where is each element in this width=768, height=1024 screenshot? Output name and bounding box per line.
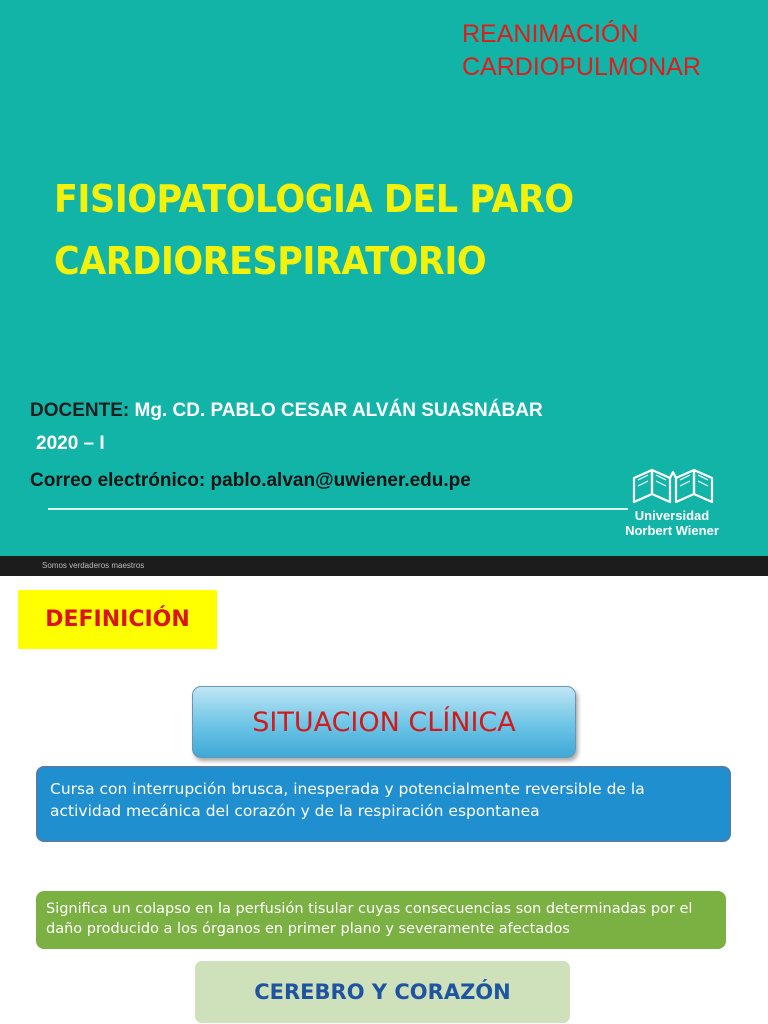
university-logo bbox=[612, 466, 732, 548]
meaning-description-box: Significa un colapso en la perfusión tisular cuyas consecuencias son determinadas por el daño producido a los órganos en primer plano y severamente afectados bbox=[36, 891, 726, 949]
slide-title bbox=[54, 168, 698, 292]
university-name-line2: Norbert Wiener bbox=[625, 523, 719, 538]
university-name-line1: Universidad bbox=[634, 508, 710, 523]
divider bbox=[48, 508, 628, 510]
footer-slogan: Somos verdaderos maestros bbox=[42, 561, 145, 570]
definition-slide bbox=[0, 576, 768, 1024]
instructor-name: Mg. CD. PABLO CESAR ALVÁN SUASNÁBAR bbox=[129, 400, 543, 421]
affected-organs-box: CEREBRO Y CORAZÓN bbox=[195, 961, 570, 1023]
definition-description-box: Cursa con interrupción brusca, inesperada y potencialmente reversible de la actividad mecánica del corazón y de la respiración espontanea bbox=[36, 766, 731, 842]
course-title bbox=[462, 18, 701, 84]
instructor-email: Correo electrónico: pablo.alvan@uwiener.edu.pe bbox=[30, 470, 471, 491]
course-title-line1: REANIMACIÓN bbox=[462, 20, 639, 48]
university-name bbox=[612, 508, 732, 538]
instructor-line bbox=[30, 400, 543, 422]
slide-title-line2: CARDIORESPIRATORIO bbox=[54, 239, 487, 283]
instructor-label: DOCENTE: bbox=[30, 400, 130, 421]
slide-title-line1: FISIOPATOLOGIA DEL PARO bbox=[54, 177, 574, 221]
academic-period: 2020 – I bbox=[36, 433, 105, 454]
slide-footer-bar bbox=[0, 556, 768, 576]
book-logo-icon bbox=[632, 466, 714, 506]
clinical-situation-box: SITUACION CLÍNICA bbox=[192, 686, 576, 758]
definition-label: DEFINICIÓN bbox=[18, 590, 217, 649]
course-title-line2: CARDIOPULMONAR bbox=[462, 53, 701, 81]
